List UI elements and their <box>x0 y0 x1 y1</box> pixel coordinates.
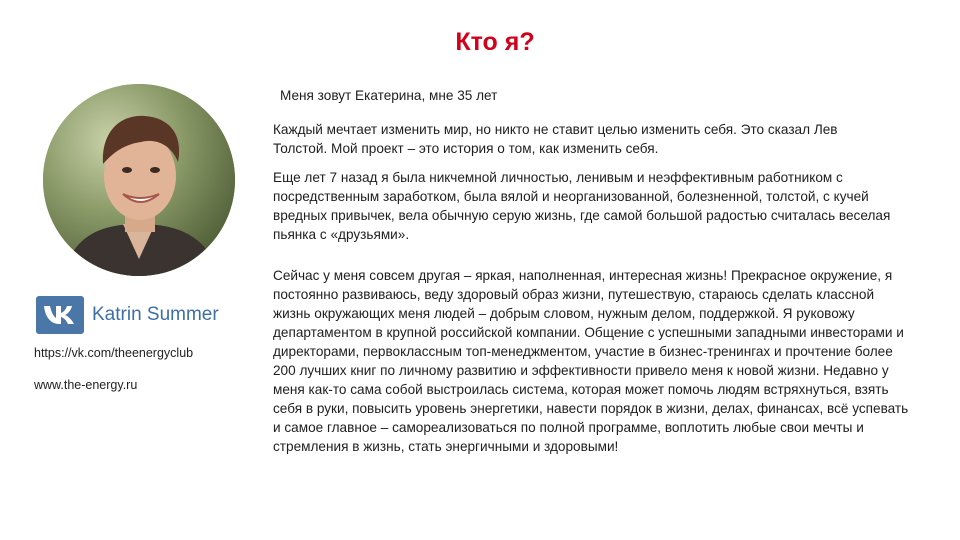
paragraph-2: Еще лет 7 назад я была никчемной личностью, ленивым и неэффективным работником с посредственным заработком, была вялой и неорганизованной, болезненной, толстой, с кучей вредных привычек, вела обычную серую жизнь, где самой большой радостью считалась веселая пьянка с «друзьями». <box>273 170 891 242</box>
vk-link[interactable]: https://vk.com/theenergyclub <box>34 346 194 360</box>
page-title: Кто я? <box>455 28 535 56</box>
website-link[interactable]: www.the-energy.ru <box>34 378 138 392</box>
paragraph-1: Каждый мечтает изменить мир, но никто не ставит целью изменить себя. Это сказал Лев Толстой. Мой проект – это история о том, как изменить себя. <box>273 122 838 156</box>
portrait-photo <box>43 84 235 276</box>
paragraph-3: Сейчас у меня совсем другая – яркая, наполненная, интересная жизнь! Прекрасное окружение, я постоянно развиваюсь, веду здоровый образ жизни, путешествую, стараюсь сделать классной жизнь окружающих меня людей – добрым словом, нужным делом, поддержкой. Я руковожу департаментом в крупной российской компании. Общение с успешными западными инвесторами и директорами, первоклассным топ-менеджментом, участие в бизнес-тренингах и прочтение более 200 лучших книг по личному развитию и эффективности привело меня к новой жизни. Недавно у меня как-то сама собой выстроилась система, которая может помочь людям встряхнуться, взять себя в руки, повысить уровень энергетики, навести порядок в жизни, делах, финансах, всё успевать и самое главное – самореализоваться по полной программе, воплотить любые свои мечты и стремления в жизнь, стать энергичными и здоровыми! <box>273 268 909 454</box>
intro-text: Меня зовут Екатерина, мне 35 лет <box>280 88 498 103</box>
vk-logo-icon <box>36 296 84 334</box>
vk-profile[interactable] <box>36 296 219 334</box>
vk-profile-name[interactable]: Katrin Summer <box>92 304 219 325</box>
